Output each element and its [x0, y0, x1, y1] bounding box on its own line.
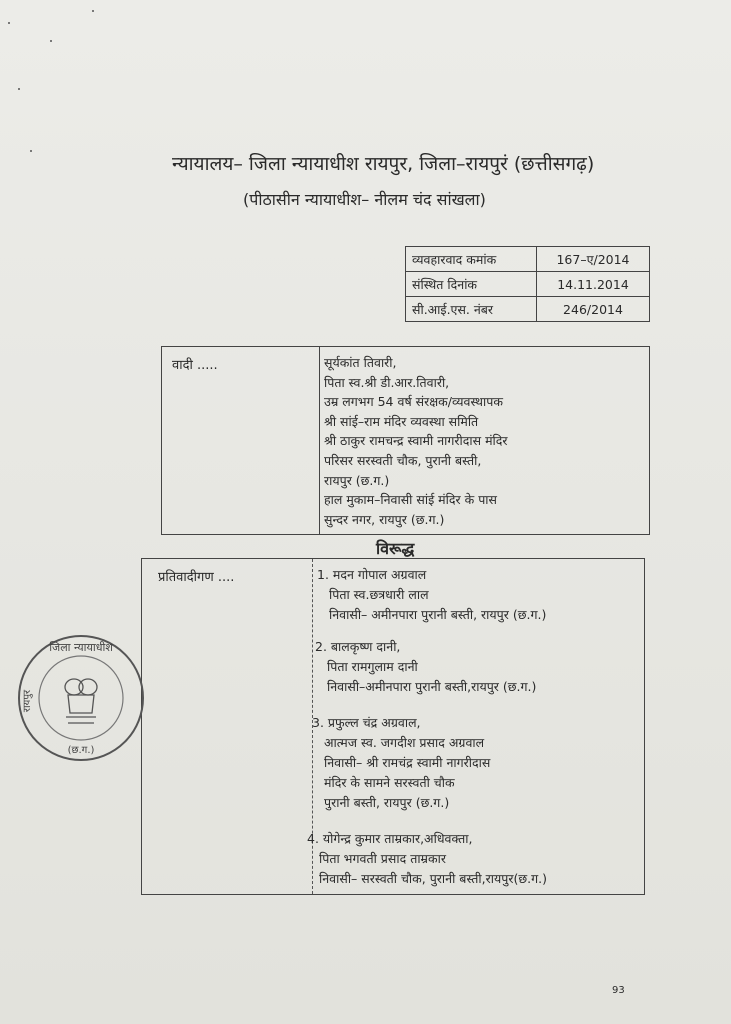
- plaintiff-line: श्री सांई–राम मंदिर व्यवस्था समिति: [324, 413, 479, 429]
- plaintiff-line: हाल मुकाम–निवासी सांई मंदिर के पास: [324, 492, 497, 508]
- defendant-entry: [317, 565, 546, 625]
- plaintiff-line: रायपुर (छ.ग.): [324, 472, 390, 488]
- versus-heading: विरूद्ध: [376, 539, 415, 558]
- seal-bottom-text: (छ.ग.): [67, 745, 95, 756]
- presiding-judge: (पीठासीन न्यायाधीश– नीलम चंद सांखला): [243, 190, 486, 209]
- defendant-line: 1. मदन गोपाल अग्रवाल: [317, 567, 427, 582]
- court-title: न्यायालय– जिला न्यायाधीश रायपुर, जिला–रायपुरं (छत्तीसगढ़): [172, 153, 595, 175]
- court-seal-stamp: [16, 633, 146, 763]
- defendant-line: पुरानी बस्ती, रायपुर (छ.ग.): [324, 795, 450, 810]
- speckle-mark: [8, 22, 10, 24]
- defendant-line: निवासी–अमीनपारा पुरानी बस्ती,रायपुर (छ.ग.): [327, 679, 537, 694]
- defendant-entry: [307, 829, 547, 889]
- plaintiff-line: सूर्यकांत तिवारी,: [324, 355, 397, 370]
- defendant-entry: [315, 637, 536, 697]
- table-row: [406, 247, 650, 272]
- plaintiff-line: परिसर सरस्वती चौक, पुरानी बस्ती,: [324, 452, 482, 468]
- case-value: 167–ए/2014: [537, 247, 650, 272]
- emblem-icon: [65, 679, 97, 723]
- seal-top-text: जिला न्यायाधीश: [49, 641, 113, 654]
- defendant-line: पिता रामगुलाम दानी: [327, 659, 418, 674]
- defendant-line: पिता स्व.छत्रधारी लाल: [329, 587, 429, 602]
- speckle-mark: [30, 150, 32, 152]
- case-label: संस्थित दिनांक: [406, 272, 537, 297]
- defendant-line: निवासी– सरस्वती चौक, पुरानी बस्ती,रायपुर(छ.ग.): [319, 871, 547, 886]
- page-number: 93: [612, 985, 625, 996]
- table-row: [406, 272, 650, 297]
- case-label: व्यवहारवाद कमांक: [406, 247, 537, 272]
- speckle-mark: [92, 10, 94, 12]
- defendant-line: निवासी– श्री रामचंद्र स्वामी नागरीदास: [324, 755, 491, 770]
- defendant-line: 3. प्रफुल्ल चंद्र अग्रवाल,: [312, 715, 421, 730]
- plaintiff-details: [324, 353, 508, 529]
- plaintiff-line: सुन्दर नगर, रायपुर (छ.ग.): [324, 511, 445, 527]
- defendant-line: निवासी– अमीनपारा पुरानी बस्ती, रायपुर (छ.ग.): [329, 607, 547, 622]
- defendant-line: 2. बालकृष्ण दानी,: [315, 639, 401, 654]
- seal-left-text: रायपुर: [22, 689, 33, 713]
- plaintiff-line: पिता स्व.श्री डी.आर.तिवारी,: [324, 374, 450, 390]
- speckle-mark: [50, 40, 52, 42]
- case-value: 246/2014: [537, 297, 650, 322]
- defendants-label: प्रतिवादीगण ....: [158, 570, 235, 585]
- plaintiff-box: [161, 346, 650, 535]
- table-row: [406, 297, 650, 322]
- defendant-line: 4. योगेन्द्र कुमार ताम्रकार,अधिवक्ता,: [307, 831, 473, 846]
- case-label: सी.आई.एस. नंबर: [406, 297, 537, 322]
- case-value: 14.11.2014: [537, 272, 650, 297]
- defendant-line: पिता भगवती प्रसाद ताम्रकार: [319, 851, 446, 866]
- plaintiff-line: श्री ठाकुर रामचन्द्र स्वामी नागरीदास मंदिर: [324, 433, 508, 449]
- plaintiff-label: वादी .....: [172, 358, 218, 373]
- speckle-mark: [18, 88, 20, 90]
- column-divider: [319, 347, 320, 534]
- case-info-table: [405, 246, 650, 322]
- defendant-entry: [312, 713, 490, 813]
- defendant-line: आत्मज स्व. जगदीश प्रसाद अग्रवाल: [324, 735, 485, 750]
- plaintiff-line: उम्र लगभग 54 वर्ष संरक्षक/व्यवस्थापक: [324, 394, 503, 410]
- defendants-box: [141, 558, 645, 895]
- defendant-line: मंदिर के सामने सरस्वती चौक: [324, 775, 455, 790]
